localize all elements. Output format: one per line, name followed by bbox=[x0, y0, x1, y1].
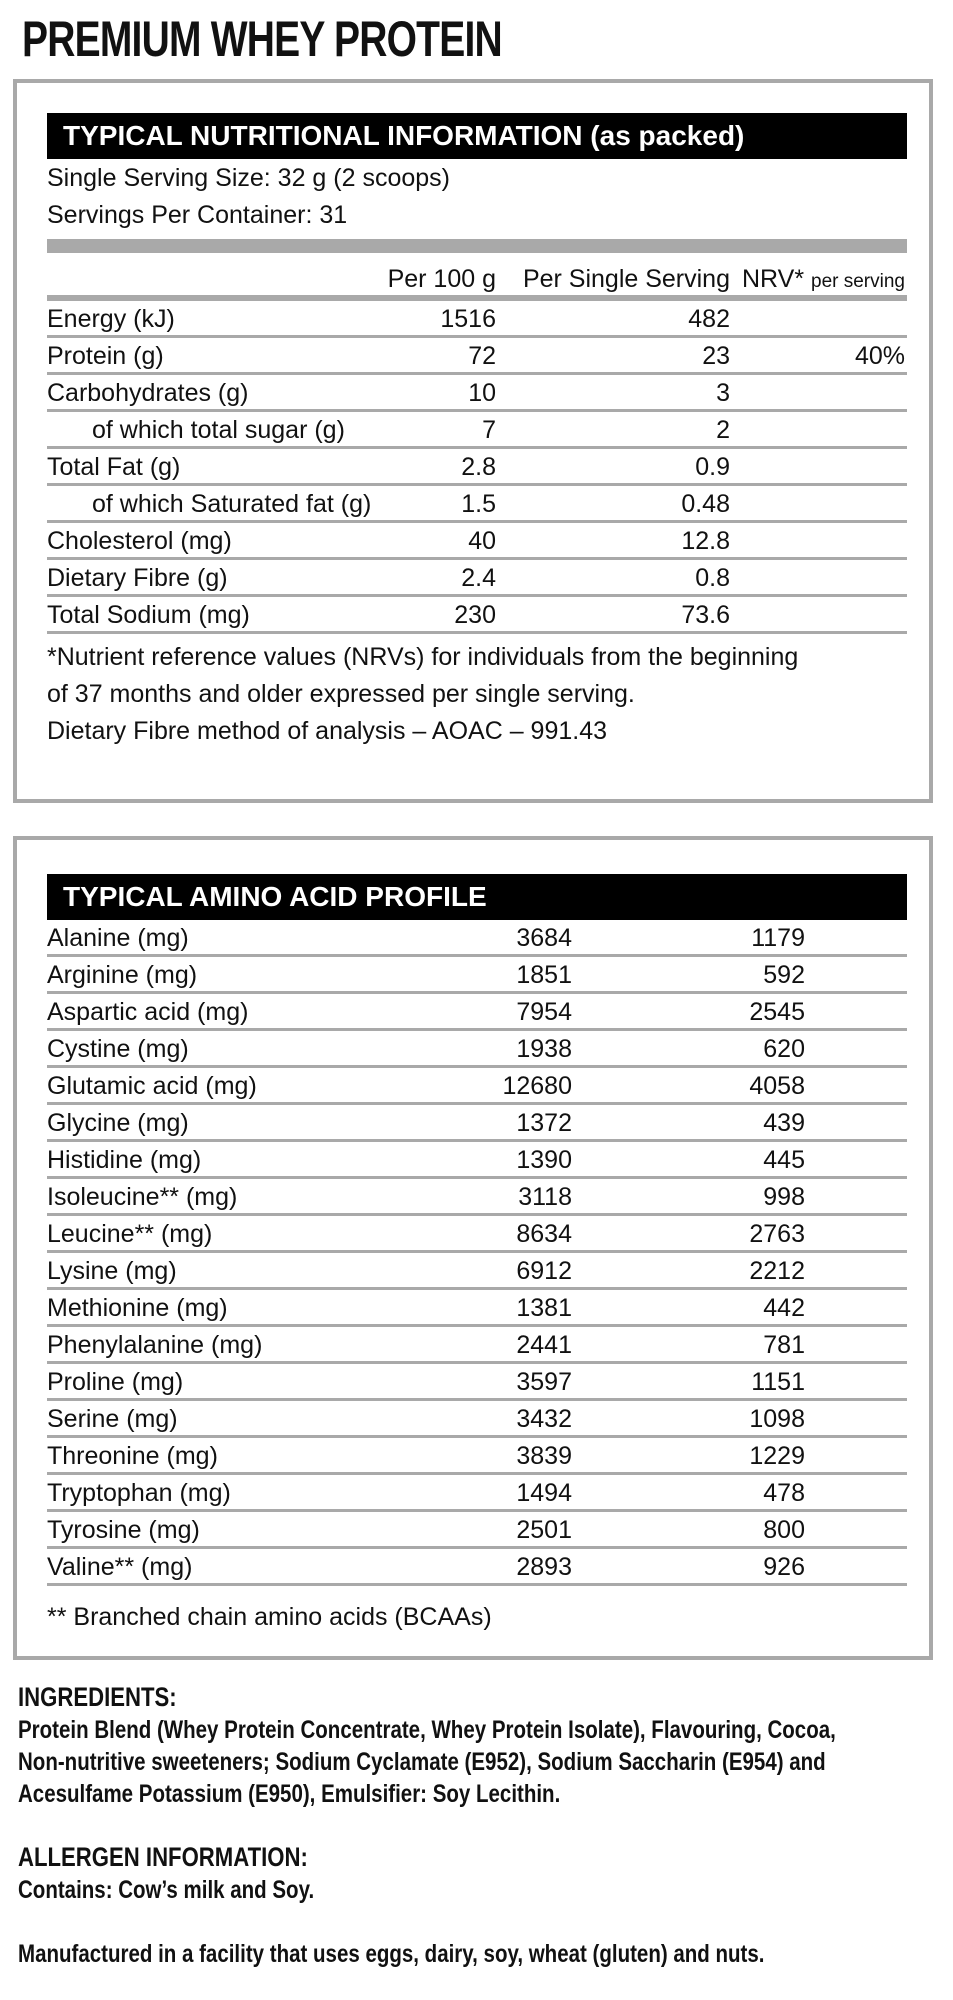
per100-value: 10 bbox=[468, 379, 496, 407]
per100-value: 40 bbox=[468, 527, 496, 555]
note-line-2: of 37 months and older expressed per single serving. bbox=[47, 680, 635, 708]
amino-per100-value: 2441 bbox=[516, 1331, 572, 1359]
amino-serving-value: 2212 bbox=[749, 1257, 805, 1285]
serving-value: 23 bbox=[702, 342, 730, 370]
amino-label: Proline (mg) bbox=[47, 1368, 184, 1396]
amino-panel bbox=[13, 836, 933, 1660]
amino-row bbox=[47, 1216, 907, 1253]
nutrient-label: Carbohydrates (g) bbox=[47, 379, 249, 407]
amino-label: Tyrosine (mg) bbox=[47, 1516, 200, 1544]
col-per100: Per 100 g bbox=[387, 265, 496, 293]
amino-serving-value: 1179 bbox=[751, 924, 805, 952]
amino-serving-value: 1229 bbox=[749, 1442, 805, 1470]
amino-row bbox=[47, 1549, 907, 1586]
amino-per100-value: 1381 bbox=[516, 1294, 572, 1322]
amino-label: Aspartic acid (mg) bbox=[47, 998, 249, 1026]
amino-row bbox=[47, 1475, 907, 1512]
nutrition-panel bbox=[13, 79, 933, 803]
amino-label: Isoleucine** (mg) bbox=[47, 1183, 238, 1211]
per100-value: 7 bbox=[482, 416, 496, 444]
serving-value: 3 bbox=[716, 379, 730, 407]
amino-serving-value: 439 bbox=[763, 1109, 805, 1137]
nutrient-label: Total Fat (g) bbox=[47, 453, 181, 481]
note-line-1: *Nutrient reference values (NRVs) for individuals from the beginning bbox=[47, 643, 799, 671]
divider bbox=[47, 239, 907, 253]
per100-value: 1516 bbox=[440, 305, 496, 333]
amino-label: Glycine (mg) bbox=[47, 1109, 189, 1137]
ingredients-line-1: Protein Blend (Whey Protein Concentrate, Whey Protein Isolate), Flavouring, Cocoa, bbox=[18, 1716, 836, 1744]
serving-value: 0.8 bbox=[695, 564, 730, 592]
amino-row bbox=[47, 1253, 907, 1290]
nutrient-label: of which total sugar (g) bbox=[92, 416, 345, 444]
amino-per100-value: 1372 bbox=[516, 1109, 572, 1137]
per100-value: 72 bbox=[468, 342, 496, 370]
serving-value: 73.6 bbox=[681, 601, 730, 629]
nutrition-heading: TYPICAL NUTRITIONAL INFORMATION (as packed) bbox=[47, 113, 907, 159]
col-nrv: NRV* per serving bbox=[741, 265, 905, 293]
nutrient-label: Total Sodium (mg) bbox=[47, 601, 250, 629]
serving-value: 0.9 bbox=[695, 453, 730, 481]
amino-per100-value: 1851 bbox=[516, 961, 572, 989]
amino-row bbox=[47, 920, 907, 957]
amino-row bbox=[47, 1290, 907, 1327]
amino-row bbox=[47, 1179, 907, 1216]
amino-serving-value: 998 bbox=[763, 1183, 805, 1211]
nutrient-label: Cholesterol (mg) bbox=[47, 527, 232, 555]
amino-label: Arginine (mg) bbox=[47, 961, 198, 989]
amino-serving-value: 478 bbox=[763, 1479, 805, 1507]
amino-per100-value: 3118 bbox=[518, 1183, 572, 1211]
nrv-value: 40% bbox=[854, 342, 905, 370]
amino-label: Serine (mg) bbox=[47, 1405, 178, 1433]
amino-row bbox=[47, 1512, 907, 1549]
amino-per100-value: 1494 bbox=[516, 1479, 572, 1507]
nutrition-row bbox=[47, 412, 907, 449]
nutrition-row bbox=[47, 486, 907, 523]
nutrition-header-row bbox=[47, 259, 907, 301]
amino-row bbox=[47, 994, 907, 1031]
nutrition-row bbox=[47, 560, 907, 597]
amino-per100-value: 2501 bbox=[516, 1516, 572, 1544]
amino-per100-value: 6912 bbox=[516, 1257, 572, 1285]
nutrient-label: Dietary Fibre (g) bbox=[47, 564, 228, 592]
amino-label: Alanine (mg) bbox=[47, 924, 189, 952]
amino-row bbox=[47, 1105, 907, 1142]
amino-per100-value: 1390 bbox=[516, 1146, 572, 1174]
amino-serving-value: 620 bbox=[763, 1035, 805, 1063]
serving-value: 482 bbox=[688, 305, 730, 333]
amino-per100-value: 2893 bbox=[516, 1553, 572, 1581]
facility-statement: Manufactured in a facility that uses eggs, dairy, soy, wheat (gluten) and nuts. bbox=[18, 1940, 765, 1968]
nutrition-row bbox=[47, 597, 907, 634]
amino-label: Cystine (mg) bbox=[47, 1035, 189, 1063]
amino-row bbox=[47, 1031, 907, 1068]
per100-value: 2.4 bbox=[461, 564, 496, 592]
amino-per100-value: 3839 bbox=[516, 1442, 572, 1470]
product-title: PREMIUM WHEY PROTEIN bbox=[22, 11, 502, 67]
amino-row bbox=[47, 1142, 907, 1179]
serving-value: 0.48 bbox=[681, 490, 730, 518]
nutrition-row bbox=[47, 301, 907, 338]
nutrient-label: Energy (kJ) bbox=[47, 305, 175, 333]
amino-label: Phenylalanine (mg) bbox=[47, 1331, 263, 1359]
note-line-3: Dietary Fibre method of analysis – AOAC – 991.43 bbox=[47, 717, 608, 745]
amino-row bbox=[47, 1401, 907, 1438]
amino-serving-value: 592 bbox=[763, 961, 805, 989]
amino-serving-value: 926 bbox=[763, 1553, 805, 1581]
amino-label: Leucine** (mg) bbox=[47, 1220, 213, 1248]
amino-per100-value: 7954 bbox=[516, 998, 572, 1026]
nutrient-label: of which Saturated fat (g) bbox=[92, 490, 372, 518]
ingredients-line-2: Non-nutritive sweeteners; Sodium Cyclamate (E952), Sodium Saccharin (E954) and bbox=[18, 1748, 826, 1776]
amino-label: Tryptophan (mg) bbox=[47, 1479, 231, 1507]
amino-serving-value: 445 bbox=[763, 1146, 805, 1174]
ingredients-label: INGREDIENTS: bbox=[18, 1682, 177, 1712]
amino-per100-value: 3684 bbox=[516, 924, 572, 952]
amino-row bbox=[47, 1438, 907, 1475]
amino-serving-value: 4058 bbox=[749, 1072, 805, 1100]
serving-value: 2 bbox=[716, 416, 730, 444]
per100-value: 230 bbox=[454, 601, 496, 629]
amino-per100-value: 1938 bbox=[516, 1035, 572, 1063]
amino-label: Histidine (mg) bbox=[47, 1146, 202, 1174]
amino-per100-value: 3432 bbox=[516, 1405, 572, 1433]
amino-serving-value: 2545 bbox=[749, 998, 805, 1026]
amino-label: Lysine (mg) bbox=[47, 1257, 177, 1285]
amino-row bbox=[47, 1364, 907, 1401]
amino-serving-value: 2763 bbox=[749, 1220, 805, 1248]
nutrition-row bbox=[47, 523, 907, 560]
amino-serving-value: 442 bbox=[763, 1294, 805, 1322]
amino-label: Threonine (mg) bbox=[47, 1442, 218, 1470]
nutrient-label: Protein (g) bbox=[47, 342, 164, 370]
serving-value: 12.8 bbox=[681, 527, 730, 555]
amino-row bbox=[47, 957, 907, 994]
servings-per-container: Servings Per Container: 31 bbox=[47, 201, 348, 229]
amino-label: Methionine (mg) bbox=[47, 1294, 228, 1322]
amino-per100-value: 8634 bbox=[516, 1220, 572, 1248]
amino-row bbox=[47, 1327, 907, 1364]
col-serving: Per Single Serving bbox=[522, 265, 730, 293]
allergen-label: ALLERGEN INFORMATION: bbox=[18, 1842, 308, 1872]
nutrition-row bbox=[47, 449, 907, 486]
nutrition-row bbox=[47, 375, 907, 412]
ingredients-line-3: Acesulfame Potassium (E950), Emulsifier: Soy Lecithin. bbox=[18, 1780, 561, 1808]
serving-size: Single Serving Size: 32 g (2 scoops) bbox=[47, 164, 450, 192]
amino-heading: TYPICAL AMINO ACID PROFILE bbox=[47, 874, 907, 920]
amino-serving-value: 781 bbox=[763, 1331, 805, 1359]
nutrition-row bbox=[47, 338, 907, 375]
amino-per100-value: 3597 bbox=[516, 1368, 572, 1396]
amino-serving-value: 1098 bbox=[749, 1405, 805, 1433]
per100-value: 2.8 bbox=[461, 453, 496, 481]
allergen-text: Contains: Cow’s milk and Soy. bbox=[18, 1876, 315, 1904]
amino-row bbox=[47, 1068, 907, 1105]
per100-value: 1.5 bbox=[461, 490, 496, 518]
amino-per100-value: 12680 bbox=[502, 1072, 572, 1100]
amino-footnote: ** Branched chain amino acids (BCAAs) bbox=[47, 1603, 492, 1631]
amino-serving-value: 1151 bbox=[751, 1368, 805, 1396]
amino-label: Glutamic acid (mg) bbox=[47, 1072, 257, 1100]
amino-serving-value: 800 bbox=[763, 1516, 805, 1544]
amino-label: Valine** (mg) bbox=[47, 1553, 193, 1581]
